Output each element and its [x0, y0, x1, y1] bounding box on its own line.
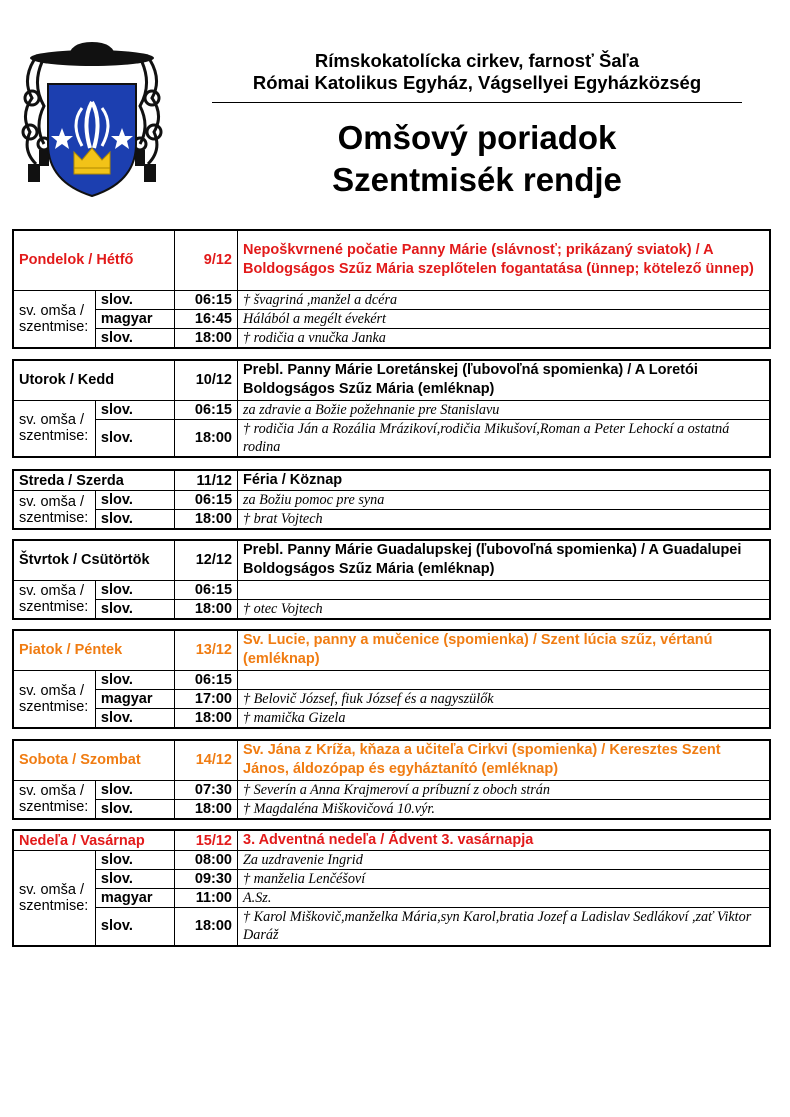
mass-language: magyar	[95, 889, 174, 908]
mass-label: sv. omša / szentmise:	[13, 290, 95, 348]
mass-time: 18:00	[175, 510, 238, 530]
mass-intention: † Karol Miškovič,manželka Mária,syn Karol,bratia Jozef a Ladislav Sedlákoví ,zať Viktor Daráž	[238, 908, 771, 946]
mass-time: 16:45	[175, 309, 238, 328]
day-date: 13/12	[175, 630, 238, 670]
day-date: 11/12	[175, 470, 238, 491]
mass-language: slov.	[95, 670, 174, 689]
mass-time: 06:15	[175, 400, 238, 419]
mass-language: slov.	[95, 510, 174, 530]
mass-time: 09:30	[175, 870, 238, 889]
day-name: Sobota / Szombat	[13, 740, 175, 780]
mass-time: 06:15	[175, 670, 238, 689]
mass-language: slov.	[95, 799, 174, 819]
day-block-tuesday	[12, 359, 771, 458]
feast-name: Nepoškvrnené počatie Panny Márie (slávnosť; prikázaný sviatok) / A Boldogságos Szűz Mária szeplőtelen fogantatása (ünnep; kötelező ünnep)	[238, 230, 771, 290]
page-title-hungarian: Szentmisék rendje	[332, 161, 622, 198]
mass-time: 17:00	[175, 689, 238, 708]
mass-language: slov.	[95, 491, 174, 510]
day-block-wednesday	[12, 469, 771, 530]
mass-language: magyar	[95, 689, 174, 708]
mass-time: 18:00	[175, 328, 238, 348]
mass-time: 18:00	[175, 708, 238, 728]
day-block-friday	[12, 629, 771, 729]
feast-name: Féria / Köznap	[238, 470, 770, 491]
mass-intention	[238, 580, 770, 599]
mass-language: magyar	[95, 309, 174, 328]
mass-intention: † otec Vojtech	[238, 599, 770, 619]
mass-intention: † manželia Lenčéšoví	[238, 870, 771, 889]
mass-intention: Hálából a megélt évekért	[238, 309, 771, 328]
mass-time: 11:00	[175, 889, 238, 908]
mass-language: slov.	[95, 419, 174, 457]
page-title-slovak: Omšový poriadok	[337, 119, 617, 156]
mass-language: slov.	[95, 708, 174, 728]
day-date: 10/12	[175, 360, 238, 400]
mass-intention: Za uzdravenie Ingrid	[238, 851, 771, 870]
mass-intention	[238, 670, 771, 689]
feast-name: Prebl. Panny Márie Loretánskej (ľubovoľná spomienka) / A Loretói Boldogságos Szűz Mária (emléknap)	[238, 360, 771, 400]
day-name: Streda / Szerda	[13, 470, 175, 491]
mass-label: sv. omša / szentmise:	[13, 851, 95, 946]
day-name: Nedeľa / Vasárnap	[13, 830, 175, 851]
mass-label: sv. omša / szentmise:	[13, 491, 95, 530]
mass-language: slov.	[95, 290, 174, 309]
mass-label: sv. omša / szentmise:	[13, 780, 95, 819]
mass-intention: A.Sz.	[238, 889, 771, 908]
day-name: Pondelok / Hétfő	[13, 230, 175, 290]
day-name: Utorok / Kedd	[13, 360, 175, 400]
mass-intention: † rodičia Ján a Rozália Mrázikoví,rodičia Mikušoví,Roman a Peter Lehockí a ostatná rodina	[238, 419, 771, 457]
mass-label: sv. omša / szentmise:	[13, 580, 95, 619]
day-block-saturday	[12, 739, 771, 820]
mass-intention: † Severín a Anna Krajmeroví a príbuzní z oboch strán	[238, 780, 771, 799]
feast-name: Prebl. Panny Márie Guadalupskej (ľubovoľná spomienka) / A Guadalupei Boldogságos Szűz Mária (emléknap)	[238, 540, 770, 580]
feast-name: Sv. Jána z Kríža, kňaza a učiteľa Cirkvi (spomienka) / Keresztes Szent János, áldozópap és egyháztanító (emléknap)	[238, 740, 771, 780]
day-date: 15/12	[175, 830, 238, 851]
parish-coat-of-arms-icon	[12, 40, 172, 200]
mass-intention: † Belovič József, fiuk József és a nagyszülők	[238, 689, 771, 708]
mass-language: slov.	[95, 400, 174, 419]
mass-time: 07:30	[175, 780, 238, 799]
mass-intention: † rodičia a vnučka Janka	[238, 328, 771, 348]
mass-time: 18:00	[175, 799, 238, 819]
mass-intention: † brat Vojtech	[238, 510, 770, 530]
mass-language: slov.	[95, 328, 174, 348]
mass-time: 18:00	[175, 419, 238, 457]
mass-intention: za Božiu pomoc pre syna	[238, 491, 770, 510]
mass-time: 18:00	[175, 599, 238, 619]
day-name: Piatok / Péntek	[13, 630, 175, 670]
mass-language: slov.	[95, 780, 174, 799]
parish-name-slovak: Rímskokatolícka cirkev, farnosť Šaľa	[314, 50, 640, 71]
day-block-thursday	[12, 539, 771, 620]
feast-name: Sv. Lucie, panny a mučenice (spomienka) / Szent lúcia szűz, vértanú (emléknap)	[238, 630, 771, 670]
mass-time: 06:15	[175, 290, 238, 309]
mass-time: 06:15	[175, 580, 238, 599]
mass-label: sv. omša / szentmise:	[13, 400, 95, 457]
mass-time: 06:15	[175, 491, 238, 510]
header-divider	[212, 102, 742, 103]
mass-language: slov.	[95, 851, 174, 870]
day-block-sunday	[12, 829, 771, 947]
day-name: Štvrtok / Csütörtök	[13, 540, 175, 580]
mass-intention: † Magdaléna Miškovičová 10.výr.	[238, 799, 771, 819]
day-date: 14/12	[175, 740, 238, 780]
day-date: 9/12	[175, 230, 238, 290]
mass-intention: † mamička Gizela	[238, 708, 771, 728]
mass-time: 18:00	[175, 908, 238, 946]
day-block-monday	[12, 229, 771, 349]
feast-name: 3. Adventná nedeľa / Ádvent 3. vasárnapja	[238, 830, 771, 851]
mass-language: slov.	[95, 908, 174, 946]
mass-intention: † švagriná ,manžel a dcéra	[238, 290, 771, 309]
day-date: 12/12	[175, 540, 238, 580]
mass-time: 08:00	[175, 851, 238, 870]
parish-name-hungarian: Római Katolikus Egyház, Vágsellyei Egyházközség	[252, 72, 702, 93]
mass-language: slov.	[95, 599, 174, 619]
mass-label: sv. omša / szentmise:	[13, 670, 95, 728]
mass-language: slov.	[95, 870, 174, 889]
mass-language: slov.	[95, 580, 174, 599]
mass-intention: za zdravie a Božie požehnanie pre Stanislavu	[238, 400, 771, 419]
